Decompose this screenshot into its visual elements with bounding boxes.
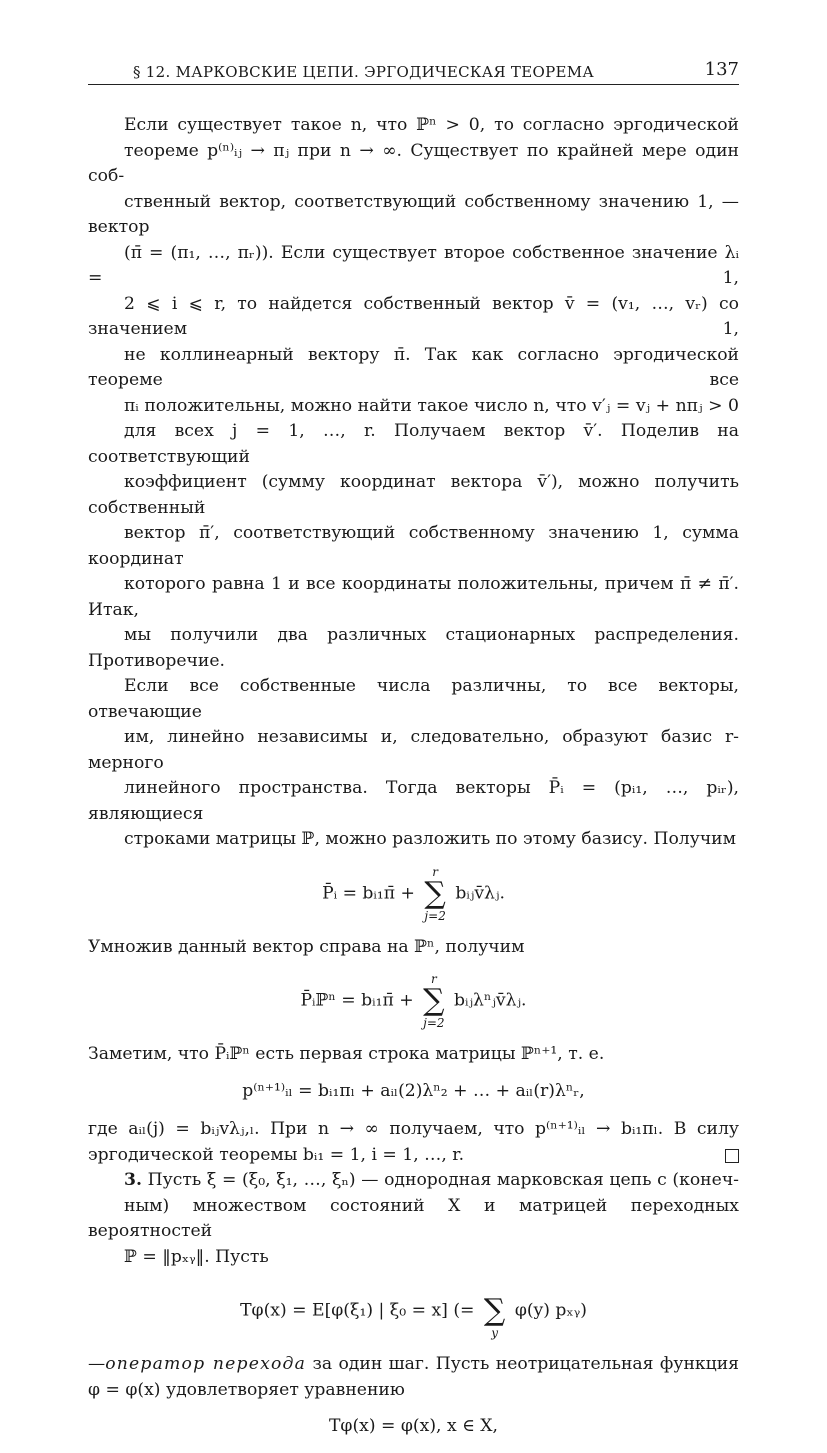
formula-lhs: Tφ(x) = E[φ(ξ₁) | ξ₀ = x] (= (240, 1300, 475, 1321)
text-line: мы получили два различных стационарных распределения. Противоречие. (88, 625, 739, 671)
text-line: им, линейно независимы и, следовательно, образуют базис r-мерного (88, 727, 739, 773)
paragraph-conclusion (88, 1117, 739, 1168)
text-fragment: эргодической теоремы bᵢ₁ = 1, i = 1, …, r. (88, 1144, 465, 1165)
item-number: 3. (124, 1170, 142, 1190)
text-line: которого равна 1 и все координаты положительны, причем π̄ ≠ π̄′. Итак, (88, 574, 739, 620)
sum-symbol: ∑ y (483, 1293, 506, 1340)
text-line: ственный вектор, соответствующий собственному значению 1, — вектор (88, 191, 739, 237)
text-fragment: — (88, 1354, 106, 1374)
text-line: строками матрицы ℙ, можно разложить по этому базису. Получим (124, 829, 737, 849)
paragraph-eigenvalues-distinct (88, 674, 739, 853)
text-fragment: Пусть ξ = (ξ₀, ξ₁, …, ξₙ) — однородная марковская цепь с (конеч- (147, 1170, 739, 1190)
paragraph-operator-definition (88, 1352, 739, 1403)
sum-symbol: r ∑ j=2 (423, 972, 445, 1030)
qed-square-icon (725, 1149, 739, 1163)
text-line: 2 ⩽ i ⩽ r, то найдется собственный вектор v̄ = (v₁, …, vᵣ) со значением 1, (88, 293, 739, 339)
formula-rhs: bᵢⱼλⁿⱼv̄λⱼ. (454, 990, 527, 1011)
text-line (88, 1168, 739, 1194)
text-line: коэффициент (сумму координат вектора v̄′), можно получить собственный (88, 472, 739, 518)
sum-lower-limit: j=2 (423, 1016, 445, 1030)
formula-multiplied-expansion (88, 972, 739, 1030)
text-line: Заметим, что P̄ᵢℙⁿ есть первая строка матрицы ℙⁿ⁺¹, т. е. (88, 1044, 605, 1064)
paragraph-proof-continuation (88, 113, 739, 674)
text-line: вектор π̄′, соответствующий собственному значению 1, сумма координат (88, 523, 739, 569)
text-line: ным) множеством состояний X и матрицей переходных вероятностей (88, 1195, 739, 1241)
formula-rhs: φ(y) pₓᵧ) (514, 1300, 587, 1321)
formula-harmonic-equation: Tφ(x) = φ(x), x ∈ X, (328, 1416, 499, 1436)
page-number: 137 (704, 59, 739, 80)
text-line: Умножив данный вектор справа на ℙⁿ, получим (88, 936, 525, 957)
text-line: πᵢ положительны, можно найти такое число n, что v′ⱼ = vⱼ + nπⱼ > 0 (124, 395, 739, 416)
text-line: (π̄ = (π₁, …, πᵣ)). Если существует второе собственное значение λᵢ = 1, (88, 242, 739, 288)
paragraph-note (88, 1042, 739, 1068)
formula-basis-expansion (88, 865, 739, 923)
formula-lhs: P̄ᵢℙⁿ = bᵢ₁π̄ + (300, 990, 414, 1011)
text-line: ℙ = ‖pₓᵧ‖. Пусть (124, 1246, 269, 1267)
text-fragment: за один шаг. Пусть неотрицательная функция (312, 1354, 739, 1374)
sum-upper-limit: r (430, 972, 437, 986)
sum-lower-limit: j=2 (424, 908, 446, 923)
text-line: не коллинеарный вектору π̄. Так как согласно эргодической теореме все (88, 344, 739, 390)
sum-symbol: r ∑ j=2 (424, 864, 446, 923)
text-line: для всех j = 1, …, r. Получаем вектор v̄′. Поделив на соответствующий (88, 421, 739, 467)
formula-rhs: bᵢⱼv̄λⱼ. (455, 883, 505, 903)
text-line (88, 1143, 739, 1169)
formula-transition-operator (88, 1282, 739, 1340)
text-body (88, 113, 739, 1453)
chapter-title: § 12. МАРКОВСКИЕ ЦЕПИ. ЭРГОДИЧЕСКАЯ ТЕОРЕМА (132, 63, 595, 81)
defined-term: оператор перехода (105, 1354, 307, 1374)
sum-upper-limit: r (432, 864, 438, 879)
text-line (88, 1352, 739, 1378)
text-line: линейного пространства. Тогда векторы P̄ᵢ = (pᵢ₁, …, pᵢᵣ), являющиеся (88, 778, 739, 824)
paragraph-multiply (88, 935, 739, 961)
formula-lhs: P̄ᵢ = bᵢ₁π̄ + (322, 883, 415, 903)
formula-transition-limit: p⁽ⁿ⁺¹⁾ᵢₗ = bᵢ₁πₗ + aᵢₗ(2)λⁿ₂ + … + aᵢₗ(r)λⁿᵣ, (242, 1080, 585, 1101)
text-line: теореме p⁽ⁿ⁾ᵢⱼ → πⱼ при n → ∞. Существует по крайней мере один соб- (88, 140, 739, 186)
text-line: Если все собственные числа различны, то все векторы, отвечающие (88, 676, 739, 722)
running-header (88, 58, 739, 85)
text-line: Если существует такое n, что ℙⁿ > 0, то согласно эргодической (124, 115, 739, 135)
paragraph-item-3 (88, 1168, 739, 1270)
sum-lower-limit: y (491, 1326, 499, 1340)
text-line: где aᵢₗ(j) = bᵢⱼvλⱼ,ₗ. При n → ∞ получаем, что p⁽ⁿ⁺¹⁾ᵢₗ → bᵢ₁πₗ. В силу (88, 1119, 739, 1139)
text-line: φ = φ(x) удовлетворяет уравнению (88, 1379, 405, 1400)
